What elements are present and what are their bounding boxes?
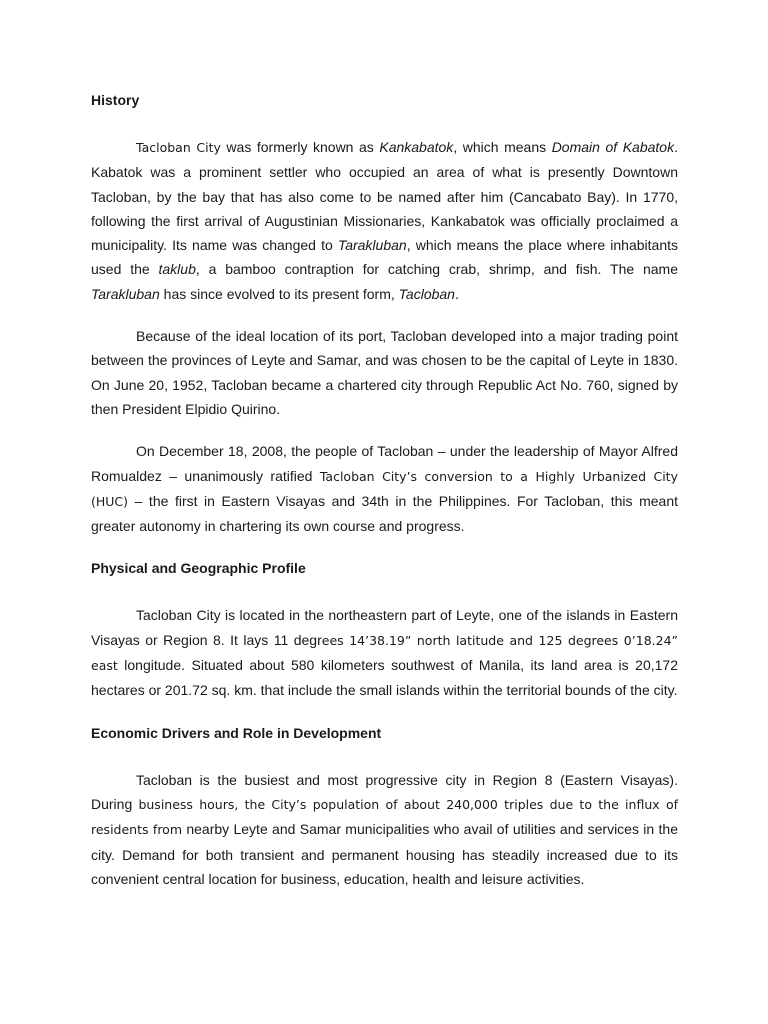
italic-term: Tacloban [398,285,455,302]
text-span: On December 18, 2008, the people of Tacloban – under the leadership of Mayor Alfred Romualdez – unanimously ratified [91,443,678,484]
text-span: business hours, the City’s population of about 240,000 triples due to the influx of residents from [91,796,678,838]
italic-term: Tarakluban [91,285,160,302]
text-span: – the first in Eastern Visayas and 34th in the Philippines. For Tacloban, this meant greater autonomy in chartering its own course and progress. [91,492,678,535]
text-span: , a bamboo contraption for catching crab, shrimp, and fish. The name [195,261,678,278]
text-span: , which means [453,139,552,155]
text-span: has since evolved to its present form, [159,285,399,302]
italic-term: Tarakluban [337,237,407,254]
italic-term: Kankabatok [379,139,454,155]
text-span: Tacloban City [136,140,221,155]
economic-paragraph-1 [91,768,678,891]
text-span: Tacloban is the busiest and most progressive city in Region 8 (Eastern Visayas). During [91,771,678,812]
text-span: nearby Leyte and Samar municipalities who avail of utilities and services in the city. Demand for both transient and permanent housing has steadily increased due to its convenient central location for business, education, health and leisure activities. [91,821,678,887]
physical-paragraph-1 [91,603,678,702]
text-span: Tacloban City’s conversion to a Highly Urbanized City (HUC) [91,468,678,509]
text-span: longitude. Situated about 580 kilometers southwest of Manila, its land area is 20,172 hectares or 201.72 sq. km. that include the small islands within the territorial bounds of the city. [91,657,678,699]
text-span: . [454,285,459,302]
document-page [91,88,678,891]
italic-term: taklub [158,261,196,278]
history-paragraph-2: Because of the ideal location of its port, Tacloban developed into a major trading point between the provinces of Leyte and Samar, and was chosen to be the capital of Leyte in 1830. On June 20, 1952, Tacloban became a chartered city through Republic Act No. 760, signed by then President Elpidio Quirino. [91,328,678,417]
text-span: Tacloban City is located in the northeastern part of Leyte, one of the islands in Eastern Visayas or Region 8. It lays 11 degr [91,607,678,648]
history-heading: History [91,92,140,108]
text-span: , which means the place where inhabitants used the [91,237,678,278]
text-span: was formerly known as [220,139,380,155]
history-paragraph-3 [91,439,678,538]
physical-heading: Physical and Geographic Profile [91,560,306,577]
italic-term: Domain of Kabatok [551,139,675,155]
history-paragraph-1 [91,135,678,306]
text-span: ees 14’38.19” north latitude and 125 degrees 0’18.24” east [91,632,678,674]
text-span: . Kabatok was a prominent settler who occupied an area of what is presently Downtown Tacloban, by the bay that has also come to be named after him (Cancabato Bay). In 1770, following the first arrival of Augustinian Missionaries, Kankabatok was officially proclaimed a municipality. Its name was changed to [91,139,678,254]
economic-heading: Economic Drivers and Role in Development [91,724,382,741]
